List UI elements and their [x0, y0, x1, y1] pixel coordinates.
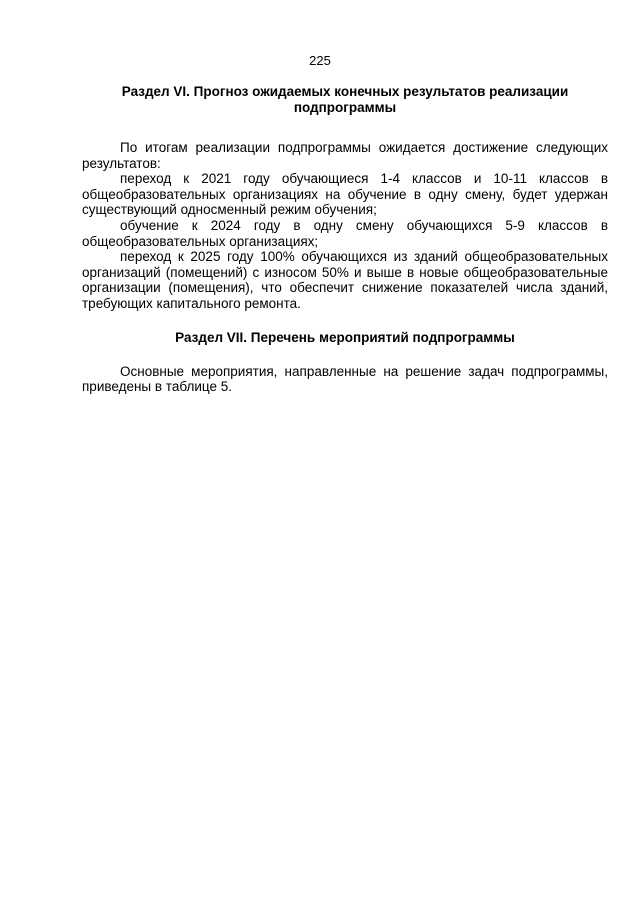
section-6-paragraph-2021: переход к 2021 году обучающиеся 1-4 классов и 10-11 классов в общеобразовательных организациях на обучение в одну смену, будет удержан существующий односменный режим обучения;	[82, 171, 608, 218]
section-6-paragraph-2024: обучение к 2024 году в одну смену обучающихся 5-9 классов в общеобразовательных организациях;	[82, 217, 608, 249]
section-6-paragraph-intro: По итогам реализации подпрограммы ожидается достижение следующих результатов:	[82, 140, 608, 171]
section-6-heading: Раздел VI. Прогноз ожидаемых конечных результатов реализации подпрограммы	[121, 84, 569, 115]
section-7-paragraph: Основные мероприятия, направленные на решение задач подпрограммы, приведены в таблице 5.	[82, 363, 608, 395]
page-content	[82, 84, 608, 395]
section-6-paragraph-2025: переход к 2025 году 100% обучающихся из зданий общеобразовательных организаций (помещений) с износом 50% и выше в новые общеобразовательные организации (помещения), что обеспечит снижение показателей числа зданий, требующих капитального ремонта.	[82, 249, 608, 311]
page-number: 225	[309, 53, 331, 68]
section-7-heading: Раздел VII. Перечень мероприятий подпрограммы	[175, 329, 515, 345]
